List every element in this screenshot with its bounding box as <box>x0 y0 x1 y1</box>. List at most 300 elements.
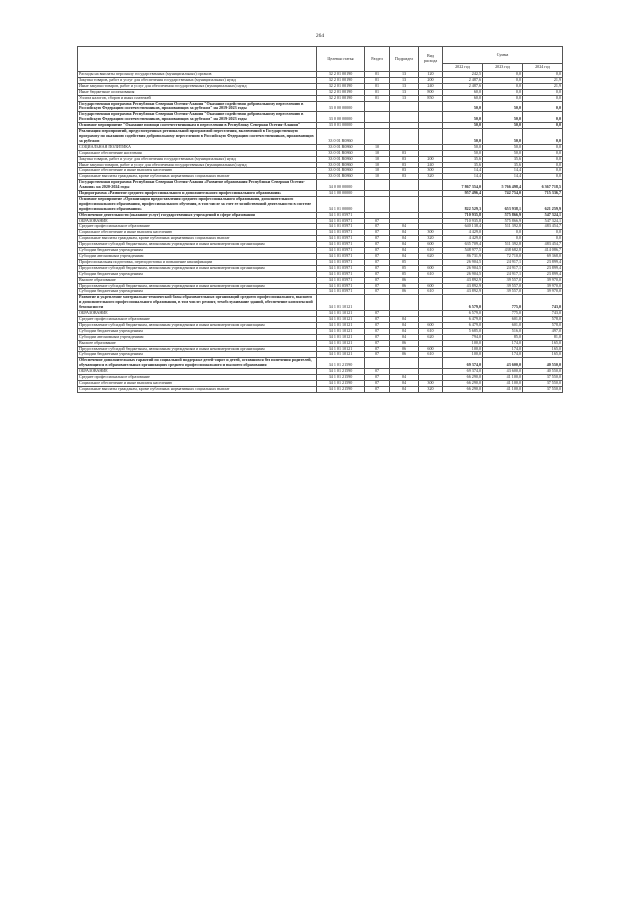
row-target-code: 34 1 01 21590 <box>317 358 365 369</box>
row-target-code: 33 0 01 R0860 <box>317 168 365 174</box>
row-sum-2024: 6 367 718,5 <box>523 180 563 191</box>
table-row <box>78 386 563 392</box>
row-section: 07 <box>365 289 390 295</box>
row-sum-2022: 100,0 <box>443 352 483 358</box>
table-row <box>78 129 563 145</box>
row-target-code: 34 1 01 05971 <box>317 265 365 271</box>
row-expense-type: 610 <box>419 289 443 295</box>
budget-table-container <box>77 46 562 393</box>
row-subsection: 04 <box>390 248 419 254</box>
row-sum-2022: 5 685,0 <box>443 328 483 334</box>
row-expense-type: 300 <box>419 230 443 236</box>
row-expense-type: 320 <box>419 386 443 392</box>
row-expense-type: 610 <box>419 271 443 277</box>
row-sum-2022: 50,0 <box>443 112 483 123</box>
row-section: 07 <box>365 311 390 317</box>
row-sum-2023: 50,0 <box>483 150 523 156</box>
row-sum-2022: 66 290,0 <box>443 380 483 386</box>
row-expense-type: 610 <box>419 248 443 254</box>
header-2022: 2022 год <box>443 64 483 72</box>
row-sum-2024: 0,0 <box>523 174 563 180</box>
row-sum-2024: 39 970,0 <box>523 277 563 283</box>
row-target-code: 34 1 01 05971 <box>317 248 365 254</box>
table-row <box>78 196 563 212</box>
row-sum-2024: 0,0 <box>523 72 563 78</box>
row-section: 07 <box>365 265 390 271</box>
row-target-code: 34 1 01 05971 <box>317 277 365 283</box>
row-sum-2024: 23 899,4 <box>523 271 563 277</box>
row-name: Социальные выплаты гражданам, кроме публичных нормативных социальных выплат <box>78 174 317 180</box>
header-2023: 2023 год <box>483 64 523 72</box>
row-target-code: 34 1 01 10121 <box>317 346 365 352</box>
row-sum-2024: 40 550,0 <box>523 369 563 375</box>
row-expense-type: 620 <box>419 334 443 340</box>
row-name: Государственная программа Республики Северная Осетия-Алания "Оказание содействия добровольному переселению в Российскую Федерацию соотечественников, проживающих за рубежом" на 2019-2023 годы <box>78 101 317 112</box>
row-sum-2022: 100,0 <box>443 340 483 346</box>
row-subsection: 06 <box>390 277 419 283</box>
row-name: Закупка товаров, работ и услуг для обеспечения государственных (муниципальных) нужд <box>78 156 317 162</box>
row-target-code: 33 0 00 00000 <box>317 101 365 112</box>
row-expense-type: 200 <box>419 156 443 162</box>
row-target-code: 34 1 01 00000 <box>317 196 365 212</box>
row-sum-2023: 0,0 <box>483 89 523 95</box>
row-sum-2022: 710 935,8 <box>443 218 483 224</box>
row-sum-2022: 6 479,0 <box>443 322 483 328</box>
row-sum-2022: 710 935,8 <box>443 212 483 218</box>
row-sum-2023: 50,0 <box>483 112 523 123</box>
row-name: Предоставление субсидий бюджетным, автономным учреждениям и иным некоммерческим организациям <box>78 283 317 289</box>
row-sum-2022: 69 374,0 <box>443 358 483 369</box>
row-target-code: 33 0 01 R0860 <box>317 162 365 168</box>
row-sum-2024: 165,0 <box>523 352 563 358</box>
row-target-code: 33 0 01 R0860 <box>317 144 365 150</box>
row-sum-2023: 14,4 <box>483 168 523 174</box>
row-subsection: 04 <box>390 316 419 322</box>
row-section <box>365 180 390 191</box>
row-sum-2023: 575 866,9 <box>483 218 523 224</box>
row-subsection: 05 <box>390 259 419 265</box>
row-section: 07 <box>365 380 390 386</box>
row-expense-type <box>419 196 443 212</box>
row-target-code: 34 1 01 10121 <box>317 334 365 340</box>
row-section: 07 <box>365 271 390 277</box>
row-section: 07 <box>365 369 390 375</box>
row-name: Среднее профессиональное образование <box>78 316 317 322</box>
row-name: ОБРАЗОВАНИЕ <box>78 311 317 317</box>
row-subsection <box>390 358 419 369</box>
row-sum-2022: 50,0 <box>443 150 483 156</box>
row-sum-2023: 174,0 <box>483 352 523 358</box>
header-subsection: Подраздел <box>390 47 419 72</box>
row-sum-2023: 575 866,9 <box>483 212 523 218</box>
row-expense-type <box>419 112 443 123</box>
row-name: Социальное обеспечение и иные выплаты населению <box>78 168 317 174</box>
row-sum-2023: 653 938,1 <box>483 196 523 212</box>
row-expense-type: 320 <box>419 236 443 242</box>
header-expense-type: Вид расхода <box>419 47 443 72</box>
row-name: Государственная программа Республики Северная Осетия-Алания "Оказание содействия добровольному переселению в Российскую Федерацию соотечественников, проживающих за рубежом" на 2019-2023 годы <box>78 112 317 123</box>
row-expense-type: 610 <box>419 328 443 334</box>
row-sum-2022: 50,0 <box>443 129 483 145</box>
row-sum-2024: 743,0 <box>523 295 563 311</box>
row-name: Расходы на выплаты персоналу государственных (муниципальных) органов <box>78 72 317 78</box>
row-name: Иные бюджетные ассигнования <box>78 89 317 95</box>
row-sum-2022: 26 904,5 <box>443 265 483 271</box>
row-sum-2023: 775,0 <box>483 295 523 311</box>
row-sum-2024: 743,0 <box>523 311 563 317</box>
row-target-code: 34 1 01 05971 <box>317 254 365 260</box>
row-sum-2024: 0,0 <box>523 230 563 236</box>
row-sum-2022: 7 867 354,0 <box>443 180 483 191</box>
row-sum-2022: 60,0 <box>443 95 483 101</box>
row-sum-2022: 35,6 <box>443 156 483 162</box>
row-sum-2023: 516,0 <box>483 328 523 334</box>
row-section: 07 <box>365 283 390 289</box>
row-sum-2023: 0,0 <box>483 230 523 236</box>
row-target-code: 32 2 01 00190 <box>317 83 365 89</box>
row-name: Уплата налогов, сборов и иных платежей <box>78 95 317 101</box>
row-subsection: 04 <box>390 254 419 260</box>
row-section: 07 <box>365 236 390 242</box>
row-target-code: 33 0 01 00000 <box>317 123 365 129</box>
row-name: Субсидии бюджетным учреждениям <box>78 248 317 254</box>
table-row <box>78 180 563 191</box>
row-name: Высшее образование <box>78 340 317 346</box>
row-expense-type: 610 <box>419 352 443 358</box>
row-sum-2022: 957 496,4 <box>443 191 483 197</box>
row-sum-2022: 50,0 <box>443 123 483 129</box>
row-sum-2023: 174,0 <box>483 340 523 346</box>
row-name: СОЦИАЛЬНАЯ ПОЛИТИКА <box>78 144 317 150</box>
row-target-code: 33 0 01 R0860 <box>317 150 365 156</box>
row-expense-type: 600 <box>419 322 443 328</box>
row-sum-2024: 37 550,0 <box>523 386 563 392</box>
row-name: Социальные выплаты гражданам, кроме публичных нормативных социальных выплат <box>78 236 317 242</box>
row-subsection <box>390 295 419 311</box>
row-sum-2024: 37 550,0 <box>523 375 563 381</box>
row-sum-2022: 6 579,0 <box>443 311 483 317</box>
row-sum-2022: 14,4 <box>443 168 483 174</box>
row-sum-2022: 50,0 <box>443 144 483 150</box>
row-sum-2024: 39 970,0 <box>523 283 563 289</box>
row-subsection <box>390 129 419 145</box>
row-section: 07 <box>365 352 390 358</box>
row-subsection <box>390 101 419 112</box>
row-section: 07 <box>365 322 390 328</box>
row-sum-2023: 511 392,8 <box>483 242 523 248</box>
row-section: 07 <box>365 340 390 346</box>
row-sum-2022: 43 892,9 <box>443 289 483 295</box>
row-subsection: 06 <box>390 289 419 295</box>
row-expense-type: 600 <box>419 346 443 352</box>
row-target-code: 34 1 01 05971 <box>317 230 365 236</box>
header-target: Целевая статья <box>317 47 365 72</box>
row-sum-2022: 66 290,0 <box>443 386 483 392</box>
row-sum-2024: 0,0 <box>523 89 563 95</box>
row-target-code: 34 1 01 05971 <box>317 289 365 295</box>
row-sum-2022: 2 487,6 <box>443 77 483 83</box>
row-sum-2022: 69 374,0 <box>443 369 483 375</box>
row-section: 10 <box>365 162 390 168</box>
row-sum-2024: 483 454,7 <box>523 224 563 230</box>
row-section: 07 <box>365 277 390 283</box>
row-sum-2023: 24 917,1 <box>483 271 523 277</box>
row-subsection: 04 <box>390 375 419 381</box>
row-name: Социальное обеспечение и иные выплаты населению <box>78 230 317 236</box>
row-subsection: 04 <box>390 386 419 392</box>
row-sum-2022: 100,0 <box>443 346 483 352</box>
row-name: Подпрограмма «Развитие среднего профессионального и дополнительного профессионального образования» <box>78 191 317 197</box>
row-name: Субсидии автономным учреждениям <box>78 254 317 260</box>
row-target-code: 34 1 01 05971 <box>317 218 365 224</box>
row-subsection: 04 <box>390 224 419 230</box>
row-section <box>365 112 390 123</box>
row-name: Субсидии автономным учреждениям <box>78 334 317 340</box>
header-sum: Сумма <box>443 47 563 64</box>
row-target-code: 34 1 00 00000 <box>317 191 365 197</box>
row-sum-2024: 40 550,0 <box>523 358 563 369</box>
row-name: Профессиональная подготовка, переподготовка и повышение квалификации <box>78 259 317 265</box>
row-name: Иные закупки товаров, работ и услуг для обеспечения государственных (муниципальных) нужд <box>78 83 317 89</box>
row-sum-2023: 50,0 <box>483 129 523 145</box>
row-sum-2023: 0,0 <box>483 77 523 83</box>
row-name: Иные закупки товаров, работ и услуг для обеспечения государственных (муниципальных) нужд <box>78 162 317 168</box>
table-row <box>78 112 563 123</box>
row-name: Среднее профессиональное образование <box>78 224 317 230</box>
row-section: 07 <box>365 316 390 322</box>
row-subsection: 04 <box>390 328 419 334</box>
row-name: Предоставление субсидий бюджетным, автономным учреждениям и иным некоммерческим организациям <box>78 265 317 271</box>
row-name: Среднее профессиональное образование <box>78 375 317 381</box>
row-target-code: 34 1 01 10121 <box>317 340 365 346</box>
row-sum-2023: 601,0 <box>483 322 523 328</box>
row-expense-type <box>419 101 443 112</box>
header-section: Раздел <box>365 47 390 72</box>
row-target-code: 34 1 01 05971 <box>317 271 365 277</box>
row-section: 10 <box>365 168 390 174</box>
row-section: 07 <box>365 254 390 260</box>
row-section: 07 <box>365 218 390 224</box>
row-target-code: 32 2 01 00190 <box>317 89 365 95</box>
row-expense-type: 120 <box>419 72 443 78</box>
row-section: 01 <box>365 95 390 101</box>
row-sum-2022: 4 429,0 <box>443 230 483 236</box>
row-expense-type: 300 <box>419 168 443 174</box>
row-section <box>365 196 390 212</box>
row-expense-type: 320 <box>419 174 443 180</box>
row-sum-2023: 50,0 <box>483 101 523 112</box>
row-sum-2022: 50,0 <box>443 101 483 112</box>
row-sum-2022: 6 579,0 <box>443 295 483 311</box>
row-sum-2022: 43 892,9 <box>443 283 483 289</box>
row-sum-2024: 497,0 <box>523 328 563 334</box>
row-sum-2023: 39 557,0 <box>483 289 523 295</box>
row-sum-2024: 578,0 <box>523 322 563 328</box>
row-name: Государственная программа Республики Северная Осетия-Алания «Развитие образования Республики Северная Осетия-Алания» на 2020-2024 годы <box>78 180 317 191</box>
table-header <box>78 47 563 72</box>
row-sum-2024: 0,0 <box>523 144 563 150</box>
row-subsection: 06 <box>390 352 419 358</box>
row-target-code: 34 1 01 10121 <box>317 352 365 358</box>
row-sum-2024: 21,9 <box>523 77 563 83</box>
row-subsection <box>390 196 419 212</box>
row-sum-2022: 242,5 <box>443 72 483 78</box>
row-subsection <box>390 180 419 191</box>
row-section <box>365 129 390 145</box>
row-sum-2022: 66 290,0 <box>443 375 483 381</box>
row-expense-type: 300 <box>419 380 443 386</box>
row-sum-2022: 86 731,9 <box>443 254 483 260</box>
row-sum-2024: 23 899,4 <box>523 259 563 265</box>
row-sum-2023: 511 392,8 <box>483 224 523 230</box>
row-sum-2023: 41 100,0 <box>483 375 523 381</box>
row-sum-2024: 37 550,0 <box>523 380 563 386</box>
row-target-code: 34 1 01 10121 <box>317 328 365 334</box>
row-subsection: 05 <box>390 265 419 271</box>
row-sum-2024: 715 336,7 <box>523 191 563 197</box>
row-name: Социальное обеспечение населения <box>78 150 317 156</box>
row-target-code: 34 1 01 10121 <box>317 322 365 328</box>
row-section: 07 <box>365 230 390 236</box>
row-target-code: 33 0 00 00000 <box>317 112 365 123</box>
row-sum-2022: 640 138,4 <box>443 224 483 230</box>
row-sum-2024: 0,0 <box>523 156 563 162</box>
row-name: Субсидии бюджетным учреждениям <box>78 352 317 358</box>
row-sum-2024: 0,0 <box>523 112 563 123</box>
row-section <box>365 295 390 311</box>
row-sum-2024: 0,0 <box>523 95 563 101</box>
row-sum-2022: 6 479,0 <box>443 316 483 322</box>
row-expense-type: 600 <box>419 283 443 289</box>
row-target-code: 34 1 01 10121 <box>317 316 365 322</box>
row-section: 01 <box>365 72 390 78</box>
row-sum-2024: 483 454,7 <box>523 242 563 248</box>
row-sum-2023: 50,0 <box>483 123 523 129</box>
row-target-code: 34 1 01 21590 <box>317 375 365 381</box>
row-sum-2024: 39 970,0 <box>523 289 563 295</box>
row-section: 07 <box>365 259 390 265</box>
row-subsection: 13 <box>390 72 419 78</box>
row-subsection: 03 <box>390 174 419 180</box>
row-subsection: 03 <box>390 162 419 168</box>
row-section: 07 <box>365 248 390 254</box>
row-sum-2023: 43 600,0 <box>483 358 523 369</box>
row-sum-2022: 26 904,5 <box>443 271 483 277</box>
row-subsection: 04 <box>390 380 419 386</box>
row-name: ОБРАЗОВАНИЕ <box>78 218 317 224</box>
row-expense-type: 800 <box>419 89 443 95</box>
row-sum-2023: 39 557,0 <box>483 283 523 289</box>
row-name: Предоставление субсидий бюджетным, автономным учреждениям и иным некоммерческим организациям <box>78 242 317 248</box>
row-sum-2023: 41 100,0 <box>483 386 523 392</box>
row-subsection: 13 <box>390 89 419 95</box>
row-sum-2023: 5 766 498,4 <box>483 180 523 191</box>
row-sum-2022: 43 892,9 <box>443 277 483 283</box>
row-sum-2022: 60,0 <box>443 89 483 95</box>
row-target-code: 34 1 01 10121 <box>317 311 365 317</box>
row-sum-2023: 0,0 <box>483 236 523 242</box>
row-name: Обеспечение деятельности (оказание услуг) государственных учреждений в сфере образования <box>78 212 317 218</box>
row-subsection: 06 <box>390 340 419 346</box>
row-sum-2023: 0,0 <box>483 83 523 89</box>
row-subsection: 05 <box>390 271 419 277</box>
row-name: Основное мероприятие «Организация предоставления среднего профессионального образования, дополнительного профессионального образования, профессионального обучения, в том числе за счет ее хозяйственной деятельности в системе профессионального образования» <box>78 196 317 212</box>
row-target-code: 34 1 01 05971 <box>317 242 365 248</box>
row-sum-2022: 635 709,4 <box>443 242 483 248</box>
row-sum-2024: 0,0 <box>523 168 563 174</box>
row-sum-2023: 601,0 <box>483 316 523 322</box>
row-sum-2023: 35,6 <box>483 156 523 162</box>
row-name: Предоставление субсидий бюджетным, автономным учреждениям и иным некоммерческим организациям <box>78 346 317 352</box>
row-target-code: 34 1 01 05971 <box>317 224 365 230</box>
row-subsection: 04 <box>390 242 419 248</box>
row-sum-2024: 21,9 <box>523 83 563 89</box>
row-target-code: 32 2 01 00190 <box>317 72 365 78</box>
row-sum-2023: 438 682,8 <box>483 248 523 254</box>
row-section: 10 <box>365 174 390 180</box>
page-number: 264 <box>315 33 325 39</box>
row-name: Субсидии бюджетным учреждениям <box>78 328 317 334</box>
row-section: 01 <box>365 83 390 89</box>
row-target-code: 34 1 01 10121 <box>317 295 365 311</box>
row-sum-2023: 35,6 <box>483 162 523 168</box>
row-sum-2024: 165,0 <box>523 340 563 346</box>
row-section <box>365 358 390 369</box>
row-sum-2024: 578,0 <box>523 316 563 322</box>
row-sum-2024: 0,0 <box>523 101 563 112</box>
row-name: Предоставление субсидий бюджетным, автономным учреждениям и иным некоммерческим организациям <box>78 322 317 328</box>
row-sum-2023: 50,0 <box>483 144 523 150</box>
row-target-code: 34 1 01 05971 <box>317 259 365 265</box>
row-sum-2024: 0,0 <box>523 123 563 129</box>
row-sum-2024: 0,0 <box>523 129 563 145</box>
row-sum-2023: 742 754,0 <box>483 191 523 197</box>
row-sum-2024: 547 324,1 <box>523 218 563 224</box>
row-sum-2022: 14,4 <box>443 174 483 180</box>
row-subsection: 13 <box>390 83 419 89</box>
row-subsection: 03 <box>390 156 419 162</box>
row-sum-2023: 0,0 <box>483 95 523 101</box>
row-section: 10 <box>365 144 390 150</box>
row-subsection: 04 <box>390 230 419 236</box>
row-expense-type: 850 <box>419 95 443 101</box>
row-target-code: 34 1 01 21590 <box>317 369 365 375</box>
row-sum-2024: 23 899,4 <box>523 265 563 271</box>
row-sum-2023: 24 917,1 <box>483 259 523 265</box>
row-name: ОБРАЗОВАНИЕ <box>78 369 317 375</box>
row-expense-type <box>419 295 443 311</box>
table-row <box>78 358 563 369</box>
row-sum-2024: 0,0 <box>523 150 563 156</box>
row-section: 10 <box>365 150 390 156</box>
row-section: 07 <box>365 224 390 230</box>
row-name: Реализация мероприятий, предусмотренных региональной программой переселения, включенной в Государственную программу по оказанию содействия добровольному переселению в Российскую Федерацию соотечественников, проживающих за рубежом <box>78 129 317 145</box>
row-sum-2023: 24 917,1 <box>483 265 523 271</box>
row-expense-type <box>419 358 443 369</box>
row-sum-2023: 775,0 <box>483 311 523 317</box>
row-target-code: 34 0 00 00000 <box>317 180 365 191</box>
row-sum-2022: 4 429,0 <box>443 236 483 242</box>
row-name: Обеспечение дополнительных гарантий по социальной поддержке детей-сирот и детей, оставшихся без попечения родителей, обучающихся в образовательных организациях среднего профессионального и высшего образования <box>78 358 317 369</box>
row-expense-type: 240 <box>419 83 443 89</box>
row-sum-2023: 41 100,0 <box>483 380 523 386</box>
table-row <box>78 101 563 112</box>
row-target-code: 33 0 01 R0860 <box>317 156 365 162</box>
row-target-code: 33 0 01 R0860 <box>317 174 365 180</box>
header-2024: 2024 год <box>523 64 563 72</box>
row-sum-2022: 822 529,3 <box>443 196 483 212</box>
row-section: 07 <box>365 375 390 381</box>
